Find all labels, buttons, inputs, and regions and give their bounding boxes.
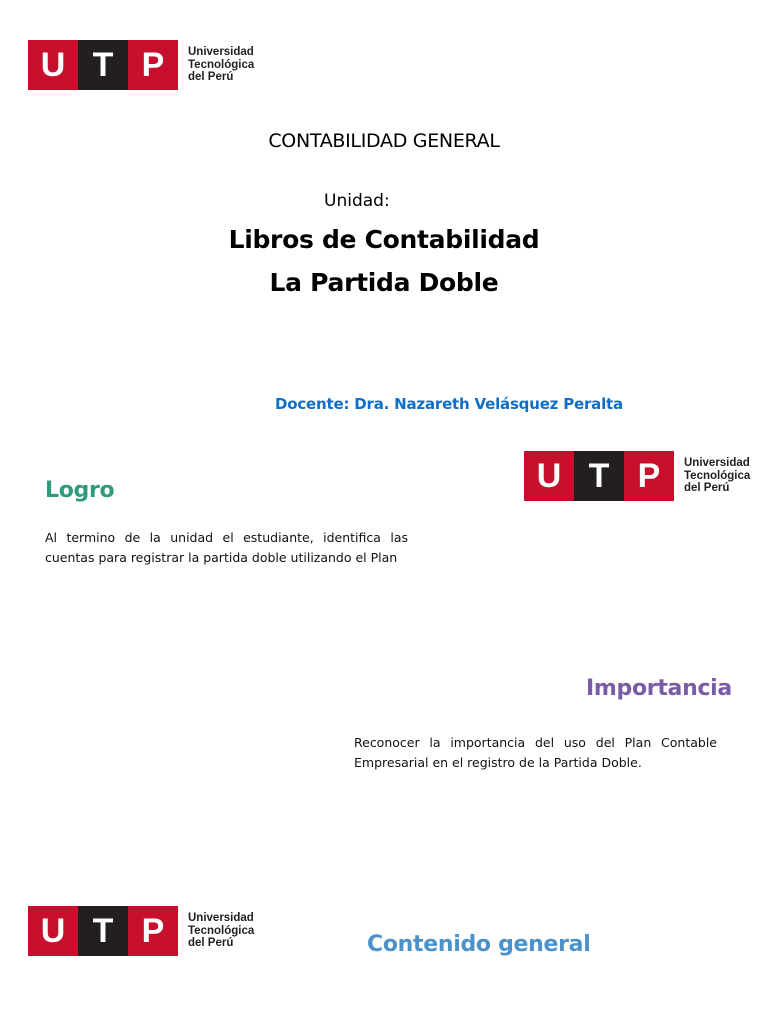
logo-letter-p: P: [128, 40, 178, 90]
logo-letter-p: P: [624, 451, 674, 501]
logo-name-line2: Tecnológica: [684, 469, 751, 482]
utp-logo-mark: [524, 451, 674, 501]
logro-text: Al termino de la unidad el estudiante, identifica las cuentas para registrar la partida doble utilizando el Plan: [45, 530, 408, 565]
logo-letter-t: T: [78, 40, 128, 90]
utp-logo: [524, 451, 750, 501]
utp-logo-mark: [28, 40, 178, 90]
logo-letter-t: T: [78, 906, 128, 956]
unit-title-line1: Libros de Contabilidad: [228, 225, 540, 254]
logo-name-line3: del Perú: [188, 937, 234, 950]
utp-logo-wordmark: [188, 46, 254, 84]
logo-name-line1: Universidad: [188, 912, 254, 925]
utp-logo: [28, 906, 254, 956]
utp-logo-mark: [28, 906, 178, 956]
logo-letter-t: T: [574, 451, 624, 501]
utp-logo-wordmark: [684, 457, 750, 495]
unit-label: Unidad:: [324, 191, 390, 211]
contenido-heading: Contenido general: [367, 932, 591, 957]
unit-title-line2: La Partida Doble: [269, 268, 499, 297]
utp-logo: [28, 40, 254, 90]
logro-heading: Logro: [45, 478, 115, 503]
teacher-name: Docente: Dra. Nazareth Velásquez Peralta: [275, 395, 623, 413]
importancia-heading: Importancia: [586, 676, 732, 701]
logo-name-line2: Tecnológica: [188, 58, 255, 71]
importancia-text: Reconocer la importancia del uso del Plan Contable Empresarial en el registro de la Partida Doble.: [354, 735, 717, 770]
logo-letter-u: U: [28, 906, 78, 956]
course-title: CONTABILIDAD GENERAL: [268, 130, 500, 152]
logo-name-line3: del Perú: [684, 482, 730, 495]
logo-name-line1: Universidad: [684, 457, 750, 470]
logo-name-line2: Tecnológica: [188, 924, 255, 937]
logo-letter-u: U: [524, 451, 574, 501]
logo-name-line1: Universidad: [188, 46, 254, 59]
logo-letter-p: P: [128, 906, 178, 956]
utp-logo-wordmark: [188, 912, 254, 950]
logo-name-line3: del Perú: [188, 71, 234, 84]
logo-letter-u: U: [28, 40, 78, 90]
